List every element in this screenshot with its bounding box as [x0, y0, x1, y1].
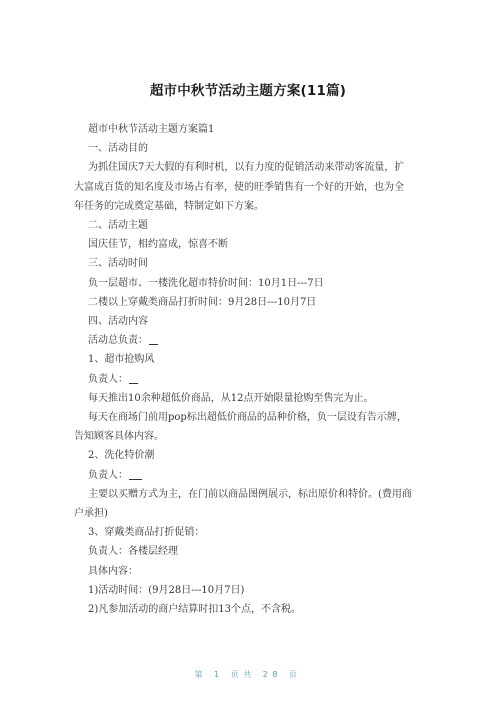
document-body: [74, 120, 412, 619]
paragraph: 负一层超市、一楼洗化超市特价时间：10月1日---7日: [88, 277, 324, 289]
paragraph: 二楼以上穿戴类商品打折时间：9月28日---10月7日: [88, 296, 317, 308]
section-heading: 四、活动内容: [88, 316, 148, 328]
section-heading: 超市中秋节活动主题方案篇1: [88, 124, 215, 135]
section-heading: 一、活动目的: [88, 143, 148, 155]
paragraph: 国庆佳节，相约富成，惊喜不断: [88, 239, 228, 251]
paragraph: 具体内容：: [88, 565, 138, 577]
section-heading: 二、活动主题: [88, 220, 148, 232]
document-title: 超市中秋节活动主题方案(11篇): [149, 83, 347, 99]
paragraph: 2)凡参加活动的商户结算时扣13个点，不含税。: [88, 604, 301, 616]
paragraph: 主要以买赠方式为主，在门前以商品图例展示，标出原价和特价。(费用商户承担): [74, 488, 412, 520]
paragraph: 负责人：各楼层经理: [88, 546, 178, 558]
paragraph: 每天在商场门前用pop标出超低价商品的品种价格，负一层设有告示牌，告知顾客具体内容。: [74, 412, 407, 443]
page-number-footer: 第 1 页共 28 页: [194, 670, 302, 679]
paragraph: 负责人：: [88, 370, 412, 389]
paragraph: 负责人：: [88, 466, 412, 485]
blank-underline: [129, 372, 138, 384]
paragraph: 1)活动时间：(9月28日---10月7日): [88, 584, 245, 596]
blank-underline: [129, 468, 142, 480]
paragraph: 每天推出10余种超低价商品，从12点开始限量抢购至售完为止。: [88, 392, 374, 404]
section-heading: 3、穿戴类商品打折促销：: [88, 527, 205, 539]
blank-underline: [149, 333, 158, 345]
section-heading: 2、洗化特价潮: [88, 450, 155, 462]
paragraph: 活动总负责：: [88, 331, 412, 350]
paragraph: 为抓住国庆7天大假的有利时机，以有力度的促销活动来带动客流量，扩大富成百货的知名度及市场占有率，使的旺季销售有一个好的开始，也为全年任务的完成奠定基础，特制定如下方案。: [74, 162, 405, 212]
section-heading: 三、活动时间: [88, 258, 148, 270]
section-heading: 1、超市抢购风: [88, 354, 155, 366]
